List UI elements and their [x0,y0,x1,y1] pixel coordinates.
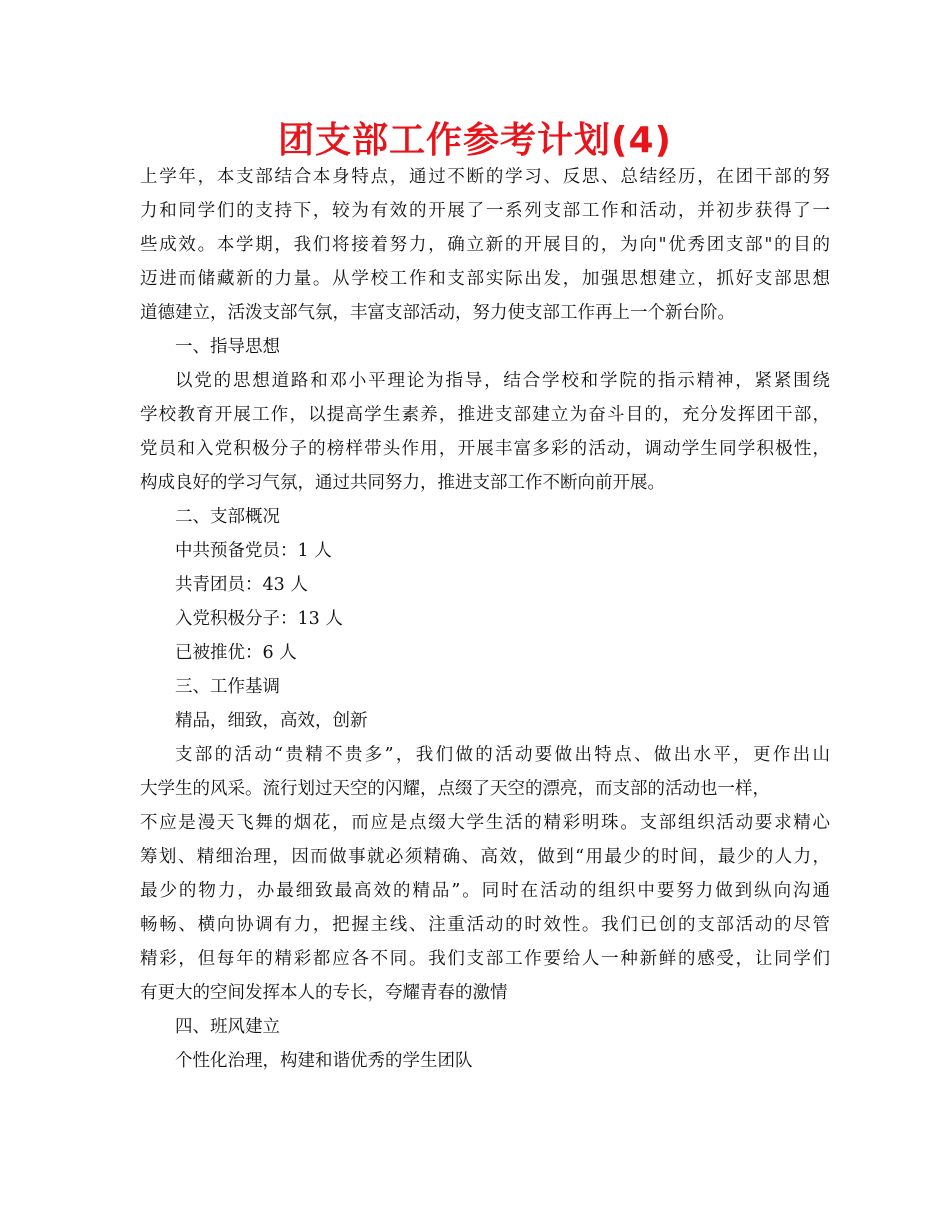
paragraph-line: 学校教育开展工作，以提高学生素养，推进支部建立为奋斗目的，充分发挥团干部， [140,405,830,425]
document-title: 团支部工作参考计划(4) [278,120,672,161]
paragraph-line: 筹划、精细治理，因而做事就必须精确、高效，做到“用最少的时间，最少的人力， [140,847,830,867]
section-heading: 二、支部概况 [175,507,280,527]
paragraph-line: 以党的思想道路和邓小平理论为指导，结合学校和学院的指示精神，紧紧围绕 [175,371,830,391]
section-heading: 一、指导思想 [175,337,280,357]
list-item: 中共预备党员：1 人 [175,541,332,561]
paragraph-line: 个性化治理，构建和谐优秀的学生团队 [175,1051,473,1071]
paragraph-line: 精彩，但每年的精彩都应各不同。我们支部工作要给人一种新鲜的感受，让同学们 [140,949,830,969]
paragraph-line: 道德建立，活泼支部气氛，丰富支部活动，努力使支部工作再上一个新台阶。 [140,303,735,323]
paragraph-line: 大学生的风采。流行划过天空的闪耀，点缀了天空的漂亮，而支部的活动也一样， [140,779,770,799]
list-item: 已被推优：6 人 [175,643,297,663]
paragraph-line: 构成良好的学习气氛，通过共同努力，推进支部工作不断向前开展。 [140,473,665,493]
paragraph-line: 不应是漫天飞舞的烟花，而应是点缀大学生活的精彩明珠。支部组织活动要求精心 [140,813,830,833]
section-heading: 三、工作基调 [175,677,280,697]
paragraph-line: 有更大的空间发挥本人的专长，夸耀青春的激情 [140,983,508,1003]
list-item: 入党积极分子：13 人 [175,609,343,629]
section-heading: 四、班风建立 [175,1017,280,1037]
paragraph-line: 最少的物力，办最细致最高效的精品”。同时在活动的组织中要努力做到纵向沟通 [140,881,830,901]
paragraph-line: 迈进而储藏新的力量。从学校工作和支部实际出发，加强思想建立，抓好支部思想 [140,269,830,289]
paragraph-line: 力和同学们的支持下，较为有效的开展了一系列支部工作和活动，并初步获得了一 [140,201,830,221]
paragraph-line: 支部的活动“贵精不贵多”，我们做的活动要做出特点、做出水平，更作出山 [175,745,830,765]
paragraph-line: 畅畅、横向协调有力，把握主线、注重活动的时效性。我们已创的支部活动的尽管 [140,915,830,935]
paragraph-line: 些成效。本学期，我们将接着努力，确立新的开展目的，为向"优秀团支部"的目的 [140,235,830,255]
paragraph-line: 上学年，本支部结合本身特点，通过不断的学习、反思、总结经历，在团干部的努 [140,167,830,187]
paragraph-line: 党员和入党积极分子的榜样带头作用，开展丰富多彩的活动，调动学生同学积极性， [140,439,830,459]
paragraph-line: 精品，细致，高效，创新 [175,711,368,731]
list-item: 共青团员：43 人 [175,575,308,595]
document-body [140,160,830,1078]
